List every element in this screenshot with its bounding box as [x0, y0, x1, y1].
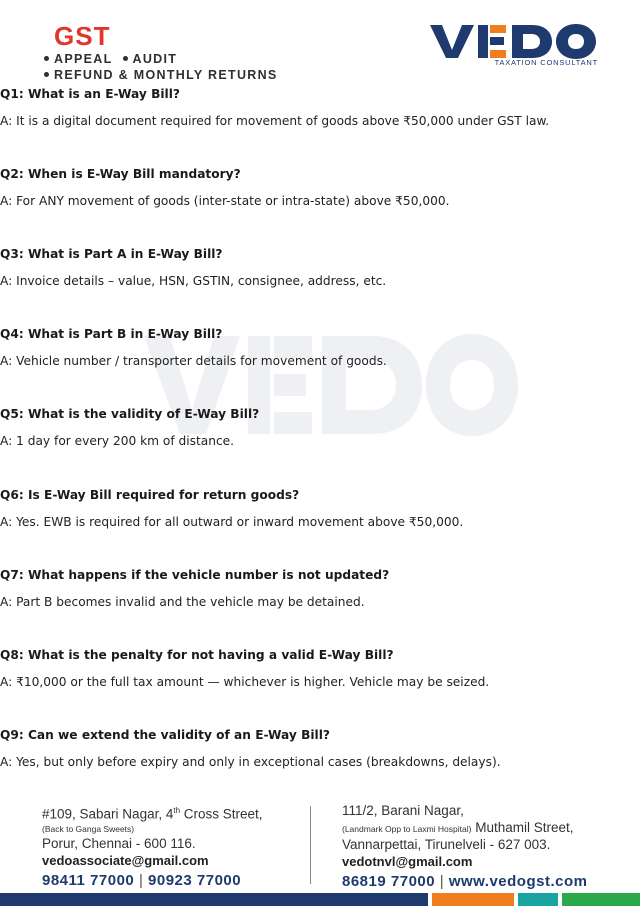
bullet-icon [44, 72, 49, 77]
address-chennai [42, 802, 263, 893]
address-tirunelveli [342, 802, 587, 894]
address-line: Porur, Chennai - 600 116. [42, 835, 196, 851]
answer: A: For ANY movement of goods (inter-state or intra-state) above ₹50,000. [0, 194, 450, 208]
address-line [42, 802, 263, 823]
address-line: Vannarpettai, Tirunelveli - 627 003. [342, 837, 551, 852]
address-sup: th [173, 806, 181, 815]
question: Q3: What is Part A in E-Way Bill? [0, 247, 223, 261]
address-text: Cross Street, [180, 806, 263, 822]
logo-tagline: TAXATION CONSULTANT [494, 58, 598, 67]
service-appeal: APPEAL [54, 52, 113, 66]
answer: A: It is a digital document required for movement of goods above ₹50,000 under GST law. [0, 114, 550, 128]
answer: A: Part B becomes invalid and the vehicle may be detained. [0, 595, 365, 609]
phone-numbers: 98411 77000 | 90923 77000 [42, 871, 242, 889]
address-landmark: (Back to Ganga Sweets) [42, 823, 135, 834]
question: Q7: What happens if the vehicle number is not updated? [0, 568, 390, 582]
question: Q2: When is E-Way Bill mandatory? [0, 167, 241, 181]
services-row-1 [44, 51, 278, 67]
vedo-logo [428, 22, 600, 72]
question: Q9: Can we extend the validity of an E-Way Bill? [0, 728, 330, 742]
answer: A: Invoice details – value, HSN, GSTIN, consignee, address, etc. [0, 274, 387, 288]
vedo-watermark [140, 330, 520, 440]
vedo-logo-mark [428, 22, 600, 60]
service-refund: REFUND & MONTHLY RETURNS [54, 68, 278, 82]
answer: A: 1 day for every 200 km of distance. [0, 434, 235, 448]
website-link[interactable]: www.vedogst.com [448, 873, 588, 890]
address-landmark: (Landmark Opp to Laxmi Hospital) [342, 824, 472, 834]
document-footer [0, 796, 640, 906]
answer: A: ₹10,000 or the full tax amount — whichever is higher. Vehicle may be seized. [0, 675, 490, 689]
footer-bar-navy [0, 893, 428, 906]
email-link[interactable]: vedotnvl@gmail.com [342, 854, 473, 869]
address-line: 111/2, Barani Nagar, [342, 803, 464, 818]
services-list [44, 51, 278, 83]
footer-bar-orange [432, 893, 514, 906]
question: Q1: What is an E-Way Bill? [0, 87, 180, 101]
document-header [0, 0, 640, 85]
bullet-icon [44, 56, 49, 61]
address-line [342, 819, 587, 836]
answer: A: Yes, but only before expiry and only in exceptional cases (breakdowns, delays). [0, 755, 501, 769]
bullet-icon [123, 56, 128, 61]
phone-link[interactable]: 86819 77000 [342, 873, 436, 890]
address-text: Muthamil Street, [471, 820, 574, 835]
footer-divider [310, 806, 311, 884]
question: Q8: What is the penalty for not having a valid E-Way Bill? [0, 648, 394, 662]
services-row-2 [44, 67, 278, 83]
email-link[interactable]: vedoassociate@gmail.com [42, 852, 209, 868]
answer: A: Yes. EWB is required for all outward or inward movement above ₹50,000. [0, 515, 464, 529]
question: Q4: What is Part B in E-Way Bill? [0, 327, 223, 341]
question: Q6: Is E-Way Bill required for return goods? [0, 488, 300, 502]
answer: A: Vehicle number / transporter details for movement of goods. [0, 354, 387, 368]
footer-bar-green [562, 893, 640, 906]
address-text: #109, Sabari Nagar, 4 [42, 806, 174, 822]
phone-link[interactable]: 98411 77000 [42, 871, 135, 889]
service-audit: AUDIT [132, 52, 178, 66]
contact-line: 86819 77000 | www.vedogst.com [342, 873, 588, 890]
gst-title: GST [54, 21, 111, 51]
footer-bar-teal [518, 893, 558, 906]
question: Q5: What is the validity of E-Way Bill? [0, 407, 260, 421]
phone-link[interactable]: 90923 77000 [148, 871, 242, 889]
